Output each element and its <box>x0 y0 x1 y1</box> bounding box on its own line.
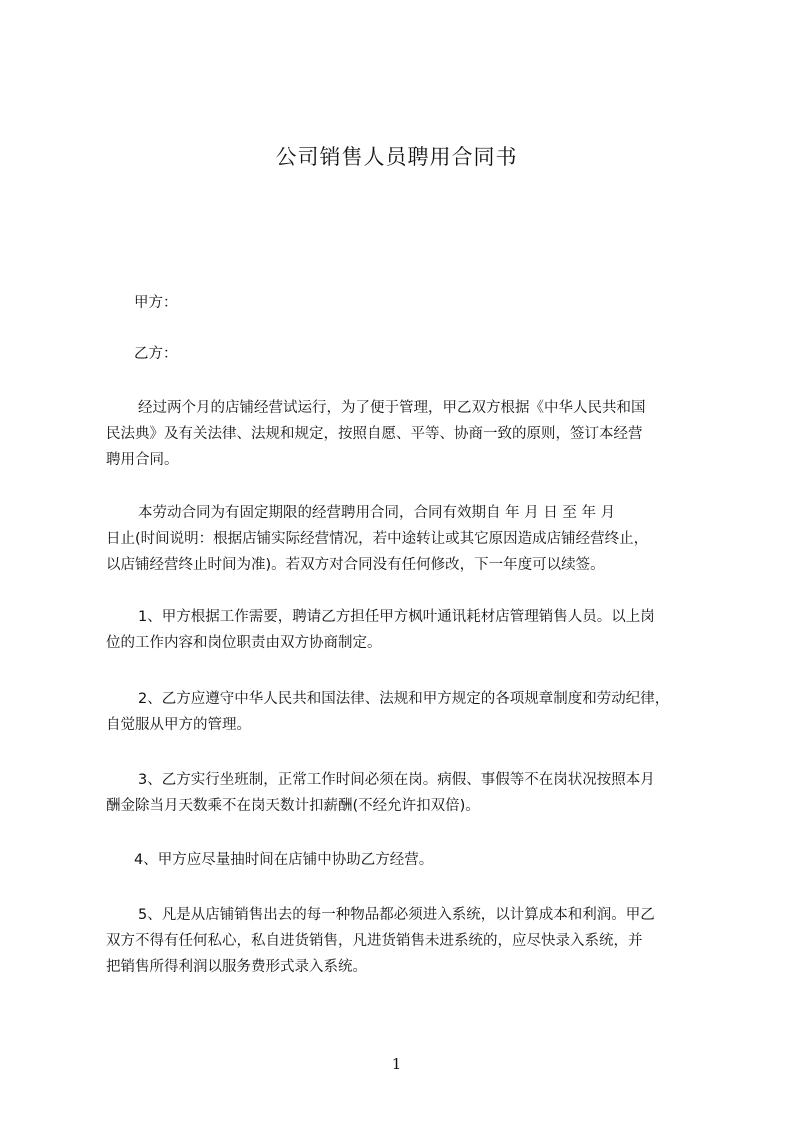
clause-3 <box>106 767 706 819</box>
paragraph-line: 以店铺经营终止时间为准)。若双方对合同没有任何修改，下一年度可以续签。 <box>106 557 605 573</box>
party-b-label: 乙方： <box>134 346 178 362</box>
paragraph-line: 经过两个月的店铺经营试运行，为了便于管理，甲乙双方根据《中华人民共和国 <box>138 400 646 416</box>
paragraph-line: 日止(时间说明：根据店铺实际经营情况，若中途转让或其它原因造成店铺经营终止， <box>106 531 649 547</box>
paragraph-line: 位的工作内容和岗位职责由双方协商制定。 <box>106 635 382 651</box>
clause-5 <box>106 902 706 980</box>
paragraph-line: 酬金除当月天数乘不在岗天数计扣薪酬(不经允许扣双倍)。 <box>106 798 480 814</box>
paragraph-line: 1、甲方根据工作需要，聘请乙方担任甲方枫叶通讯耗材店管理销售人员。以上岗 <box>138 609 655 625</box>
paragraph-term <box>106 500 706 578</box>
paragraph-line: 双方不得有任何私心，私自进货销售，凡进货销售未进系统的，应尽快录入系统，并 <box>106 933 643 949</box>
page-number: 1 <box>391 1055 402 1073</box>
clause-2 <box>106 686 706 738</box>
paragraph-line: 本劳动合同为有固定期限的经营聘用合同，合同有效期自 年 月 日 至 年 月 <box>138 505 616 521</box>
party-a-line <box>106 290 706 316</box>
paragraph-line: 5、凡是从店铺销售出去的每一种物品都必须进入系统，以计算成本和利润。甲乙 <box>138 907 655 923</box>
clause-1 <box>106 604 706 656</box>
document-title: 公司销售人员聘用合同书 <box>275 145 518 169</box>
party-b-line <box>106 341 706 367</box>
clause-4 <box>106 847 706 873</box>
paragraph-line: 民法典》及有关法律、法规和规定，按照自愿、平等、协商一致的原则，签订本经营 <box>106 426 643 442</box>
paragraph-intro <box>106 395 706 473</box>
paragraph-line: 自觉服从甲方的管理。 <box>106 717 251 733</box>
paragraph-line: 聘用合同。 <box>106 452 179 468</box>
paragraph-line: 3、乙方实行坐班制，正常工作时间必须在岗。病假、事假等不在岗状况按照本月 <box>138 772 655 788</box>
paragraph-line: 把销售所得利润以服务费形式录入系统。 <box>106 959 367 975</box>
paragraph-line: 4、甲方应尽量抽时间在店铺中协助乙方经营。 <box>134 852 434 868</box>
party-a-label: 甲方： <box>134 295 178 311</box>
paragraph-line: 2、乙方应遵守中华人民共和国法律、法规和甲方规定的各项规章制度和劳动纪律， <box>138 691 670 707</box>
